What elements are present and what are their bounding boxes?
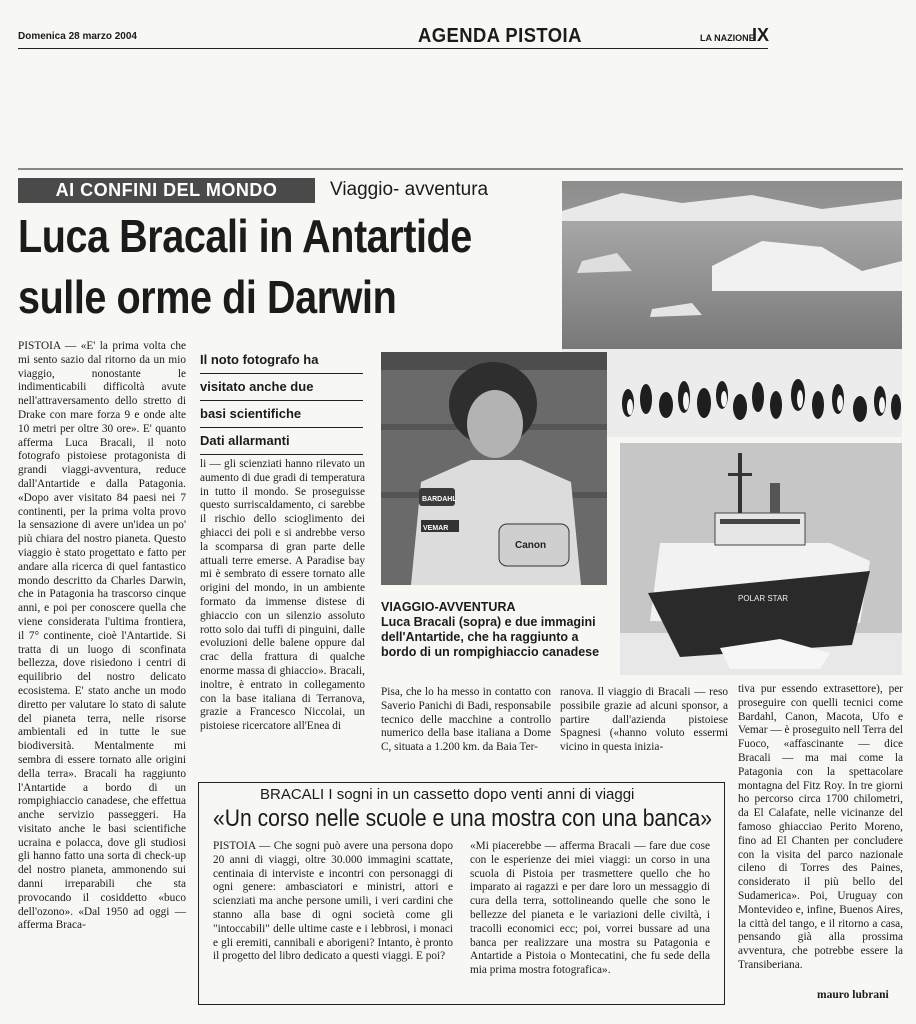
- column-3-text: Pisa, che lo ha messo in contatto con Saverio Panichi di Badi, responsabile tecnico delle macchine a controllo numerico della base italiana a Dome C, situata a 1.200 km. da Baia Ter-: [381, 686, 551, 754]
- caption-body: Luca Bracali (sopra) e due immagini dell'Antartide, che ha raggiunto a bordo di un rompighiaccio canadese: [381, 615, 600, 659]
- column-1-text: PISTOIA — «E' la prima volta che mi sento sazio dal ritorno da un mio viaggio, nonostante le indimenticabili difficoltà avute nell'attraversamento dello stretto di Drake con mare forza 9 e onde alte 10 metri per oltre 30 ore». E' quanto afferma Luca Bracali, il noto fotografo pistoiese protagonista di grandi viaggi-avventura, reduce dall'Antartide e dalla Patagonia. «Dopo aver visitato 84 paesi nei 7 continenti, per la prima volta provo la sensazione di avere un'idea un po' più chiara del nostro pianeta. Questo viaggio è stato progettato e fatto per andare alla ricerca di quel fantastico mondo descritto da Charles Darwin, che in Patagonia ha trascorso cinque anni, e poi per conoscere quella che viene considerata l'ultima frontiera, il 7° continente, cioè l'Antartide. Si tratta di un luogo di sconfinata bellezza, dove risiedono i centri di equilibrio del nostro delicato ecosistema. E' stato anche un modo diretto per valutare lo stato di salute del pianeta terra, nelle risorse ambientali ed in tutte le sue biodiversità. Mentalmente mi sembra di essere tornato alle origini della terra». Bracali ha raggiunto l'Antartide a bordo di un rompighiaccio canadese, che effettua anche servizio passeggeri. Ha visitato anche le basi scientifiche ucraina e polacca, dove gli studiosi gli hanno fatto una sorta di check-up del nostro pianeta, ammonendo sui danni irreparabili che sta provocando il cosiddetto «buco dell'ozono». «Dal 1950 ad oggi — afferma Braca-: [18, 340, 186, 932]
- sidebar-kicker: BRACALI I sogni in un cassetto dopo venti anni di viaggi: [260, 786, 635, 803]
- subhead-line: Il noto fotografo ha: [200, 347, 363, 374]
- sidebar-column-1-text: PISTOIA — Che sogni può avere una persona dopo 20 anni di viaggi, oltre 30.000 immagini scattate, centinaia di interviste e incontri con personaggi di ogni genere: ambasciatori e ministri, attori e scienziati ma anche persone umili, i veri cardini che stanno alla base di ogni società come gli "intoccabili" delle ultime caste e i lebbrosi, i monaci e gli eremiti, cannibali e aborigeni? Intanto, è pronto il progetto del libro dedicato a questi viaggi. E poi?: [213, 840, 453, 963]
- subhead-line: visitato anche due: [200, 374, 363, 401]
- sidebar-column-2: [470, 840, 710, 1000]
- page-number: IX: [752, 25, 770, 45]
- portrait-photo: [381, 352, 607, 585]
- issue-date: Domenica 28 marzo 2004: [18, 31, 137, 42]
- antarctica-penguins-photo: [562, 181, 902, 437]
- caption-title: VIAGGIO-AVVENTURA: [381, 600, 516, 614]
- author-signature: mauro lubrani: [817, 989, 889, 1001]
- article-column-5: [738, 683, 903, 983]
- section-title: AGENDA PISTOIA: [418, 25, 582, 47]
- sidebar-column-2-text: «Mi piacerebbe — afferma Bracali — fare due cose con le esperienze dei miei viaggi: un corso in una scuola di Pistoia per trasmettere quello che ho imparato ai ragazzi e per dare loro un messaggio di cura della terra, sottolineando quelle che sono le bellezze del pianeta e le variazioni delle civiltà, i tracolli economici ecc; poi, vorrei bussare ad una banca per realizzare una mostra su Patagonia e Antartide a Pistoia o Montecatini, che fu sede della mia prima mostra fotografica».: [470, 840, 710, 977]
- headline-line-1: Luca Bracali in Antartide: [18, 210, 472, 262]
- sidebar-column-1: [213, 840, 453, 1000]
- column-5-text: tiva pur essendo extrasettore), per proseguire con quelli tecnici come Bardahl, Canon, Macota, Ufo e Vemar — è proseguito nell Terra del Fuoco, «affascinante — dice Bracali — ma mai come la Patagonia con la spettacolare montagna del Fitz Roy. In tre giorni ho percorso circa 1700 chilometri, da El Calafate, nelle vicinanze del famoso ghiacciao Perito Moreno, fino ad El Chanten per concludere con la visita del parco nazionale cileno di Torres des Paines, considerato il più bello del Sudamerica». Poi, Uruguay con Montevideo e, infine, Buenos Aires, la città del tango, e il ritorno a casa, pensando già alla prossima avventura, che potrebbe essere la Transiberiana.: [738, 683, 903, 971]
- badge-canon: Canon: [515, 540, 547, 551]
- sidebar-title: «Un corso nelle scuole e una mostra con una banca»: [213, 805, 712, 832]
- subhead-line: Dati allarmanti: [200, 428, 363, 455]
- subhead-line: basi scientifiche: [200, 401, 363, 428]
- article-column-4: [560, 686, 728, 776]
- article-column-1: [18, 340, 186, 1010]
- badge-bardahl: BARDAHL: [422, 496, 457, 503]
- article-column-2: [200, 458, 365, 778]
- photo-caption: [381, 600, 603, 660]
- newspaper-name: LA NAZIONE: [700, 33, 755, 43]
- column-2-text: li — gli scienziati hanno rilevato un aumento di due gradi di temperatura in tutto il mondo. Se proseguisse questo surriscaldamento, ci sarebbe il rischio dello scioglimento dei ghiacci dei poli e si andrebbe verso la scomparsa di gran parte delle attuali terre emerse. A Paradise bay mi è sembrato di essere tornato alle origini del mondo, in un ambiente formato da immense distese di ghiaccio con un silenzio assoluto rotto solo dai tuffi di pinguini, dalle evoluzioni delle balene oppure dal crac della frattura di qualche enorme massa di ghiaccio». Bracali, inoltre, è entrato in collegamento con la base italiana di Terranova, grazie a Francesco Niccolai, un pistoiese ricercatore all'Enea di: [200, 458, 365, 733]
- subheads: [200, 347, 363, 455]
- header-rule: [18, 48, 768, 49]
- column-4-text: ranova. Il viaggio di Bracali — reso possibile grazie ad alcuni sponsor, a partire dall'azienda pistoiese Spagnesi («hanno voluto essermi vicino in questa inizia-: [560, 686, 728, 754]
- headline-line-2: sulle orme di Darwin: [18, 271, 397, 323]
- kicker-subtitle: Viaggio- avventura: [330, 179, 489, 200]
- icebreaker-ship-photo: [620, 443, 902, 675]
- article-column-3: [381, 686, 551, 776]
- ship-name-label: POLAR STAR: [738, 594, 789, 603]
- article-top-rule: [18, 168, 903, 170]
- kicker-label: AI CONFINI DEL MONDO: [18, 178, 315, 203]
- badge-vemar: VEMAR: [423, 525, 449, 532]
